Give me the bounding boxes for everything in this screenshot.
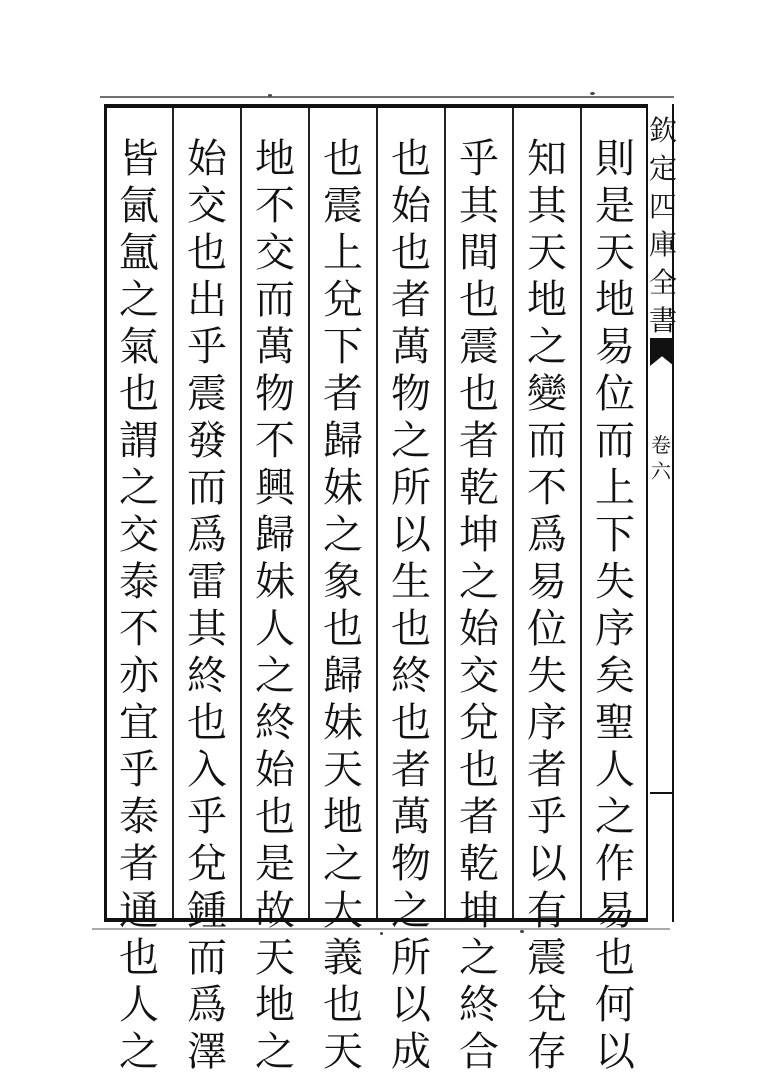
text-column-7	[174, 136, 240, 1075]
glyph: 間	[459, 230, 499, 276]
glyph: 妹	[323, 700, 363, 746]
glyph: 泰	[119, 559, 159, 605]
glyph: 始	[391, 183, 431, 229]
glyph: 以	[595, 1029, 635, 1075]
glyph: 歸	[323, 653, 363, 699]
glyph: 上	[595, 465, 635, 511]
glyph: 而	[255, 277, 295, 323]
glyph: 坤	[459, 888, 499, 934]
glyph: 者	[527, 747, 567, 793]
glyph: 乎	[187, 324, 227, 370]
glyph: 易	[595, 888, 635, 934]
glyph: 也	[459, 277, 499, 323]
glyph: 乎	[187, 794, 227, 840]
glyph: 易	[595, 324, 635, 370]
glyph: 上	[323, 230, 363, 276]
glyph: 之	[527, 324, 567, 370]
glyph: 生	[391, 559, 431, 605]
glyph: 也	[391, 136, 431, 182]
glyph: 震	[323, 183, 363, 229]
glyph: 位	[527, 606, 567, 652]
glyph: 之	[459, 559, 499, 605]
glyph: 物	[391, 371, 431, 417]
glyph: 知	[527, 136, 567, 182]
glyph: 之	[391, 888, 431, 934]
glyph: 以	[391, 982, 431, 1028]
text-column-1	[582, 136, 648, 1075]
glyph: 鍾	[187, 888, 227, 934]
glyph: 何	[595, 982, 635, 1028]
glyph: 所	[391, 935, 431, 981]
glyph: 妹	[255, 559, 295, 605]
scan-speck	[380, 932, 383, 935]
glyph: 乎	[527, 794, 567, 840]
glyph: 震	[459, 324, 499, 370]
glyph: 地	[527, 277, 567, 323]
glyph: 人	[119, 982, 159, 1028]
glyph: 也	[255, 794, 295, 840]
text-column-2	[514, 136, 580, 1075]
glyph: 有	[527, 888, 567, 934]
scan-speck	[520, 930, 524, 933]
glyph: 天	[595, 230, 635, 276]
glyph: 雷	[187, 559, 227, 605]
glyph: 出	[187, 277, 227, 323]
glyph: 不	[119, 606, 159, 652]
glyph: 物	[391, 841, 431, 887]
glyph: 也	[391, 606, 431, 652]
glyph: 是	[595, 183, 635, 229]
glyph: 兌	[459, 700, 499, 746]
glyph: 之	[119, 277, 159, 323]
title-glyph: 四	[648, 190, 677, 223]
glyph: 交	[459, 653, 499, 699]
glyph: 也	[119, 935, 159, 981]
glyph: 存	[527, 1029, 567, 1075]
glyph: 下	[323, 324, 363, 370]
glyph: 者	[391, 277, 431, 323]
glyph: 氲	[119, 230, 159, 276]
glyph: 易	[527, 559, 567, 605]
glyph: 人	[255, 606, 295, 652]
glyph: 也	[187, 700, 227, 746]
glyph: 妹	[323, 465, 363, 511]
glyph: 作	[595, 841, 635, 887]
glyph: 乎	[119, 747, 159, 793]
outer-border-top	[100, 96, 674, 98]
glyph: 以	[391, 512, 431, 558]
glyph: 終	[255, 700, 295, 746]
title-glyph: 定	[648, 152, 677, 185]
glyph: 物	[255, 371, 295, 417]
glyph: 乾	[459, 465, 499, 511]
glyph: 故	[255, 888, 295, 934]
glyph: 也	[459, 747, 499, 793]
glyph: 萬	[391, 324, 431, 370]
glyph: 始	[255, 747, 295, 793]
glyph: 其	[527, 183, 567, 229]
glyph: 以	[527, 841, 567, 887]
glyph: 也	[323, 982, 363, 1028]
glyph: 者	[391, 747, 431, 793]
volume-label	[648, 432, 674, 484]
glyph: 大	[323, 888, 363, 934]
glyph: 爲	[187, 512, 227, 558]
glyph: 是	[255, 841, 295, 887]
glyph: 之	[459, 935, 499, 981]
scan-speck	[590, 92, 595, 95]
glyph: 天	[527, 230, 567, 276]
glyph: 之	[595, 794, 635, 840]
glyph: 者	[459, 418, 499, 464]
glyph: 而	[187, 935, 227, 981]
glyph: 序	[527, 700, 567, 746]
volume-glyph: 卷	[651, 433, 671, 457]
glyph: 也	[595, 935, 635, 981]
glyph: 泰	[119, 794, 159, 840]
glyph: 爲	[527, 512, 567, 558]
glyph: 地	[255, 136, 295, 182]
glyph: 也	[391, 700, 431, 746]
glyph: 交	[255, 230, 295, 276]
margin-divider	[650, 792, 674, 794]
glyph: 震	[187, 371, 227, 417]
glyph: 兌	[527, 982, 567, 1028]
glyph: 皆	[119, 136, 159, 182]
glyph: 天	[323, 1029, 363, 1075]
glyph: 爲	[187, 982, 227, 1028]
title-glyph: 欽	[648, 114, 677, 147]
glyph: 也	[323, 136, 363, 182]
glyph: 之	[119, 465, 159, 511]
glyph: 也	[119, 371, 159, 417]
glyph: 謂	[119, 418, 159, 464]
glyph: 歸	[323, 418, 363, 464]
glyph: 之	[255, 653, 295, 699]
glyph: 入	[187, 747, 227, 793]
glyph: 交	[187, 183, 227, 229]
glyph: 始	[459, 606, 499, 652]
glyph: 澤	[187, 1029, 227, 1075]
glyph: 坤	[459, 512, 499, 558]
text-column-3	[446, 136, 512, 1075]
glyph: 天	[255, 935, 295, 981]
glyph: 之	[119, 1029, 159, 1075]
glyph: 不	[255, 418, 295, 464]
glyph: 則	[595, 136, 635, 182]
text-column-8	[106, 136, 172, 1075]
glyph: 乎	[459, 136, 499, 182]
glyph: 之	[255, 1029, 295, 1075]
glyph: 下	[595, 512, 635, 558]
glyph: 其	[187, 606, 227, 652]
glyph: 終	[187, 653, 227, 699]
glyph: 合	[459, 1029, 499, 1075]
glyph: 其	[459, 183, 499, 229]
glyph: 也	[187, 230, 227, 276]
glyph: 而	[527, 418, 567, 464]
glyph: 不	[527, 465, 567, 511]
title-glyph: 書	[648, 304, 677, 337]
glyph: 者	[323, 371, 363, 417]
glyph: 氣	[119, 324, 159, 370]
glyph: 兌	[323, 277, 363, 323]
glyph: 者	[119, 841, 159, 887]
glyph: 不	[255, 183, 295, 229]
glyph: 象	[323, 559, 363, 605]
glyph: 之	[323, 841, 363, 887]
glyph: 萬	[255, 324, 295, 370]
glyph: 興	[255, 465, 295, 511]
glyph: 而	[187, 465, 227, 511]
text-column-5	[310, 136, 376, 1075]
glyph: 亦	[119, 653, 159, 699]
glyph: 失	[595, 559, 635, 605]
glyph: 始	[187, 136, 227, 182]
glyph: 失	[527, 653, 567, 699]
glyph: 地	[323, 794, 363, 840]
glyph: 而	[595, 418, 635, 464]
glyph: 聖	[595, 700, 635, 746]
glyph: 之	[391, 418, 431, 464]
glyph: 地	[595, 277, 635, 323]
glyph: 也	[459, 371, 499, 417]
glyph: 所	[391, 465, 431, 511]
text-column-4	[378, 136, 444, 1075]
glyph: 終	[391, 653, 431, 699]
glyph: 成	[391, 1029, 431, 1075]
glyph: 震	[527, 935, 567, 981]
glyph: 天	[323, 747, 363, 793]
book-title	[648, 112, 678, 340]
glyph: 人	[595, 747, 635, 793]
glyph: 也	[391, 230, 431, 276]
title-glyph: 庫	[648, 228, 677, 261]
glyph: 交	[119, 512, 159, 558]
glyph: 變	[527, 371, 567, 417]
glyph: 也	[323, 606, 363, 652]
glyph: 通	[119, 888, 159, 934]
glyph: 氤	[119, 183, 159, 229]
glyph: 義	[323, 935, 363, 981]
title-glyph: 全	[648, 266, 677, 299]
glyph: 位	[595, 371, 635, 417]
glyph: 地	[255, 982, 295, 1028]
glyph: 矣	[595, 653, 635, 699]
glyph: 者	[459, 794, 499, 840]
glyph: 發	[187, 418, 227, 464]
scan-speck	[268, 94, 272, 97]
glyph: 宜	[119, 700, 159, 746]
glyph: 乾	[459, 841, 499, 887]
glyph: 歸	[255, 512, 295, 558]
glyph: 序	[595, 606, 635, 652]
glyph: 兌	[187, 841, 227, 887]
volume-glyph: 六	[651, 459, 671, 483]
text-column-6	[242, 136, 308, 1075]
glyph: 終	[459, 982, 499, 1028]
glyph: 之	[323, 512, 363, 558]
glyph: 萬	[391, 794, 431, 840]
